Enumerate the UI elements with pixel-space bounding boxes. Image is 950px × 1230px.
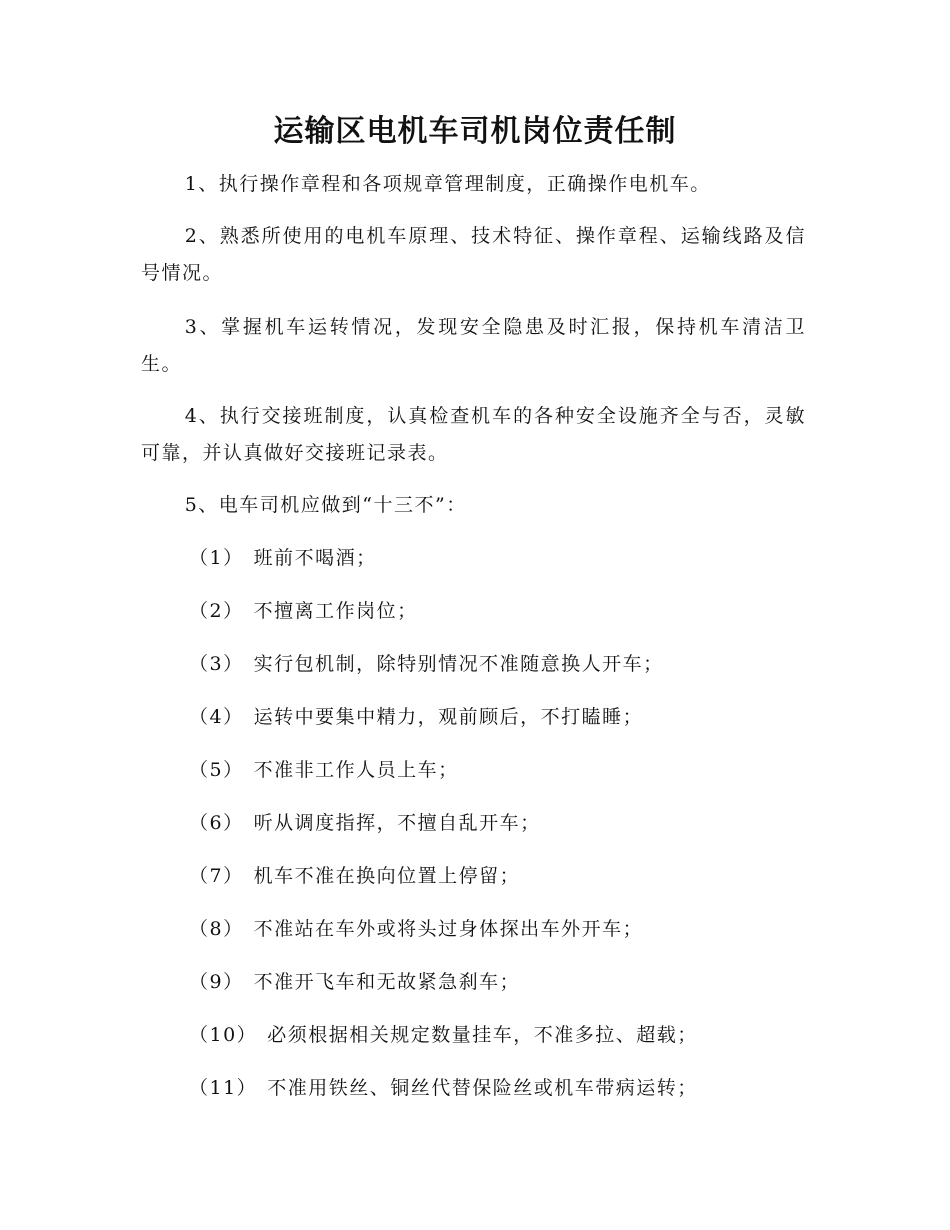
rule-item-11	[189, 1070, 698, 1107]
rule-number: （10）	[189, 1024, 258, 1046]
rule-text: 班前不喝酒；	[253, 547, 377, 569]
rule-number: （9）	[189, 971, 244, 993]
rule-item-6	[189, 805, 541, 842]
rule-item-5	[189, 752, 459, 789]
rule-number: （11）	[189, 1077, 258, 1099]
paragraph-5: 5、电车司机应做到“十三不”：	[184, 494, 467, 516]
rule-number: （8）	[189, 918, 244, 940]
rule-text: 不准开飞车和无故紧急刹车；	[253, 971, 521, 993]
paragraph-2: 2、熟悉所使用的电机车原理、技术特征、操作章程、运输线路及信号情况。	[141, 225, 806, 284]
rule-item-8	[189, 911, 643, 948]
rule-text: 运转中要集中精力，观前顾后，不打瞌睡；	[253, 706, 644, 728]
rule-text: 必须根据相关规定数量挂车，不准多拉、超载；	[267, 1024, 698, 1046]
document-title: 运输区电机车司机岗位责任制	[273, 114, 677, 149]
rule-text: 不准用铁丝、铜丝代替保险丝或机车带病运转；	[267, 1077, 698, 1099]
rule-item-9	[189, 964, 520, 1001]
rule-number: （3）	[189, 653, 244, 675]
paragraph-3: 3、掌握机车运转情况，发现安全隐患及时汇报，保持机车清洁卫生。	[141, 316, 806, 375]
rule-item-3	[189, 646, 664, 683]
rule-number: （6）	[189, 812, 244, 834]
rule-item-1	[189, 540, 377, 577]
rule-number: （1）	[189, 547, 244, 569]
rule-text: 不擅离工作岗位；	[253, 600, 418, 622]
rule-number: （4）	[189, 706, 244, 728]
rule-item-10	[189, 1017, 698, 1054]
rule-text: 机车不准在换向位置上停留；	[253, 865, 521, 887]
paragraph-1: 1、执行操作章程和各项规章管理制度，正确操作电机车。	[184, 173, 711, 195]
rule-text: 不准非工作人员上车；	[253, 759, 459, 781]
rule-item-2	[189, 593, 418, 630]
rule-item-7	[189, 858, 520, 895]
rule-text: 不准站在车外或将头过身体探出车外开车；	[253, 918, 644, 940]
rule-text: 实行包机制，除特别情况不准随意换人开车；	[253, 653, 664, 675]
rule-number: （2）	[189, 600, 244, 622]
paragraph-4: 4、执行交接班制度，认真检查机车的各种安全设施齐全与否，灵敏可靠，并认真做好交接班记录表。	[141, 405, 806, 464]
rule-number: （7）	[189, 865, 244, 887]
rule-number: （5）	[189, 759, 244, 781]
rule-item-4	[189, 699, 643, 736]
rule-text: 听从调度指挥，不擅自乱开车；	[253, 812, 541, 834]
